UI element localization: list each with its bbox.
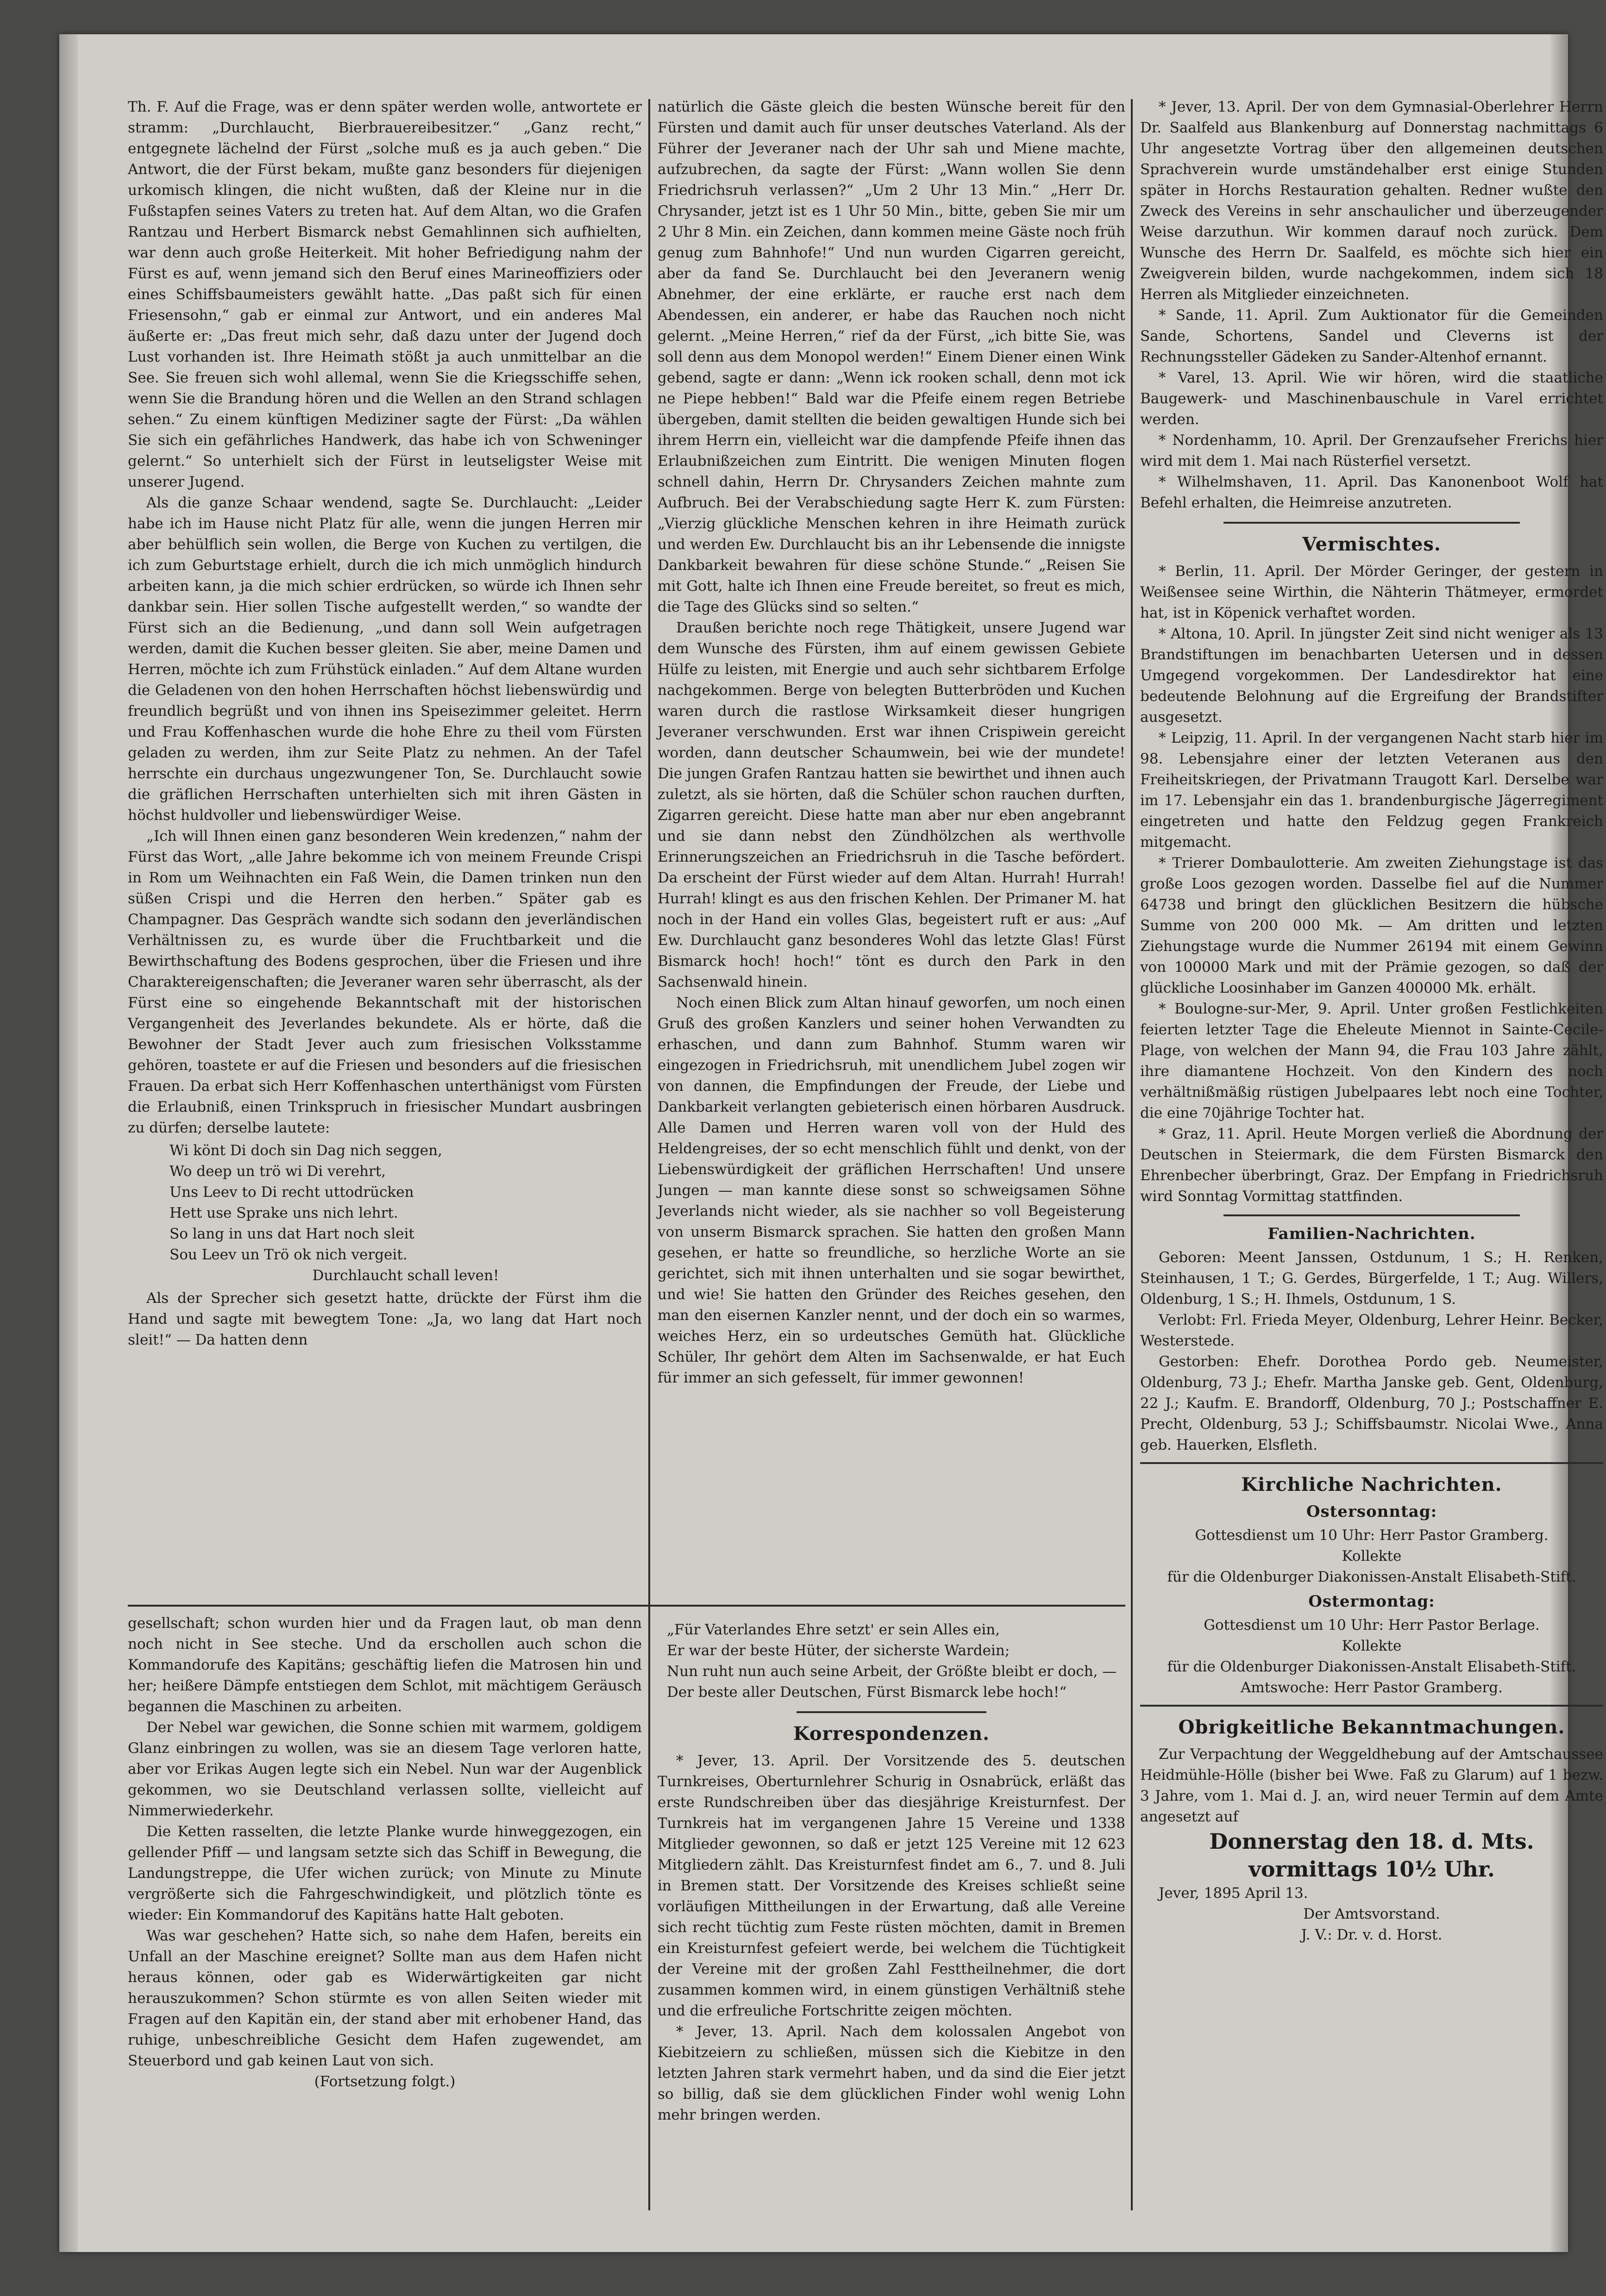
announcement-signature: J. V.: Dr. v. d. Horst. [1301,1927,1443,1943]
service-line: Amtswoche: Herr Pastor Gramberg. [1240,1679,1503,1696]
column-rule [648,99,650,2210]
column-3 [1140,97,1603,1946]
page-edge-left [59,34,78,2252]
feuilleton-paragraph: Was war geschehen? Hatte sich, so nahe dem Hafen, bereits ein Unfall an der Maschine ereignet? Sollte man aus dem Hafen nicht heraus können, oder gab es Widerwärtigkeiten gar nicht herauszukommen? Schon stürmte es von allen Seiten wieder mit Fragen auf den Kapitän ein, der stand aber mit erhobener Hand, das ruhige, unbeschreibliche Gesicht dem Hafen zugewendet, am Steuerbord und gab keinen Laut von sich. [128,1927,642,2069]
closing-poem [667,1620,1125,1703]
service-line: Gottesdienst um 10 Uhr: Herr Pastor Berlage. [1204,1617,1540,1633]
article-paragraph: Th. F. Auf die Frage, was er denn später werden wolle, antwortete er stramm: „Durchlaucht, Bierbrauereibesitzer.“ „Ganz recht,“ entgegnete lächelnd der Fürst „solche muß es ja auch geben.“ Die Antwort, die der Fürst bekam, mußte ganz besonders für diejenigen urkomisch klingen, die nicht wußten, daß der Kleine nur in die Fußstapfen seines Vaters zu treten hat. Auf dem Altan, wo die Grafen Rantzau und Herbert Bismarck nebst Gemahlinnen sich aufhielten, war denn auch große Heiterkeit. Mit hoher Befriedigung nahm der Fürst es auf, wenn jemand sich den Beruf eines Marineoffiziers oder eines Schiffsbaumeisters gewählt hatte. „Das paßt sich für einen Friesensohn,“ gab er einmal zur Antwort, und ein anderes Mal äußerte er: „Das freut mich sehr, daß dazu unter der Jugend doch Lust vorhanden ist. Ihre Heimath stößt ja auch unmittelbar an die See. Sie freuen sich wohl allemal, wenn Sie die Kriegsschiffe sehen, wenn Sie die Brandung hören und die Wellen an den Strand schlagen sehen.“ Zu einem künftigen Mediziner sagte der Fürst: „Da wählen Sie sich ein gefährliches Handwerk, das habe ich von Schweninger gelernt.“ So unterhielt sich der Fürst in leutseligster Weise mit unserer Jugend. [128,99,642,490]
continuation-note: (Fortsetzung folgt.) [314,2073,456,2090]
section-heading-kirchliche: Kirchliche Nachrichten. [1241,1474,1502,1495]
poem-line: „Für Vaterlandes Ehre setzt' er sein Alles ein, [667,1621,1000,1638]
poem-line: So lang in uns dat Hart noch sleit [169,1226,414,1242]
poem-line: Wo deep un trö wi Di verehrt, [169,1163,386,1180]
newspaper-page [59,34,1603,2252]
section-heading-obrigkeitliche: Obrigkeitliche Bekanntmachungen. [1178,1716,1565,1738]
news-item: * Berlin, 11. April. Der Mörder Geringer, der gestern in Weißensee seine Wirthin, die Nähterin Thätmeyer, ermordet hat, ist in Köpenick verhaftet worden. [1140,563,1603,621]
article-paragraph: Draußen berichte noch rege Thätigkeit, unsere Jugend war dem Wunsche des Fürsten, ihm auf einem gewissen Gebiete Hülfe zu leisten, mit Energie und auch sehr sichtbarem Erfolge nachgekommen. Berge von belegten Butterbröden und Kuchen waren durch die rastlose Wirksamkeit dieser hungrigen Jeveraner verschwunden. Erst war ihnen Crispiwein gereicht worden, dann deutscher Schaumwein, bei wie der mundete! Die jungen Grafen Rantzau hatten sie bewirthet und ihnen auch zuletzt, als sie hörten, daß die Schüler schon rauchen durften, Zigarren gereicht. Diese hatte man aber nur eben angebrannt und sie dann nebst den Zündhölzchen als werthvolle Erinnerungszeichen an Friedrichsruh in die Tasche befördert. Da erscheint der Fürst wieder auf dem Altan. Hurrah! Hurrah! Hurrah! klingt es aus den frischen Kehlen. Der Primaner M. hat noch in der Hand ein volles Glas, begeistert ruft er aus: „Auf Ew. Durchlaucht ganz besonderes Wohl das letzte Glas! Fürst Bismarck hoch! hoch!“ tönt es durch den Park in den Sachsenwald hinein. [658,619,1125,990]
kollekte-label: Kollekte [1342,1548,1402,1564]
poem-line: Durchlaucht schall leven! [312,1267,499,1284]
kollekte-label: Kollekte [1342,1638,1402,1654]
poem-line: Der beste aller Deutschen, Fürst Bismarck lebe hoch!“ [667,1684,1067,1701]
news-item: * Nordenhamm, 10. April. Der Grenzaufseher Frerichs hier wird mit dem 1. Mai nach Rüsterfiel versetzt. [1140,432,1603,469]
news-item: * Jever, 13. April. Der von dem Gymnasial-Oberlehrer Herrn Dr. Saalfeld aus Blankenburg auf Donnerstag nachmittags 6 Uhr angesetzte Vortrag über den allgemeinen deutschen Sprachverein wurde umständehalber erst einige Stunden später in Horchs Restauration gehalten. Redner wußte den Zweck des Vereins in sehr anschaulicher und überzeugender Weise darzuthun. Wir kommen darauf noch zurück. Dem Wunsche des Herrn Dr. Saalfeld, es möchte sich hier ein Zweigverein bilden, wurde nachgekommen, indem sich 18 Herren als Mitglieder einzeichneten. [1140,99,1603,303]
announcement-place-date: Jever, 1895 April 13. [1159,1885,1308,1902]
article-paragraph: natürlich die Gäste gleich die besten Wünsche bereit für den Fürsten und damit auch für unser deutsches Vaterland. Als der Führer der Jeveraner nach der Uhr sah und Miene machte, aufzubrechen, da sagte der Fürst: „Wann wollen Sie denn Friedrichsruh verlassen?“ „Um 2 Uhr 13 Min.“ „Herr Dr. Chrysander, jetzt ist es 1 Uhr 50 Min., bitte, geben Sie mir um 2 Uhr 8 Min. ein Zeichen, dann kommen meine Gäste noch früh genug zum Bahnhofe!“ Und nun wurden Cigarren gereicht, aber da fand Se. Durchlaucht bei den Jeveranern wenig Abnehmer, der eine erklärte, er rauche erst nach dem Abendessen, ein anderer, er habe das Rauchen noch nicht gelernt. „Meine Herren,“ rief da der Fürst, „ich bitte Sie, was soll denn aus dem Monopol werden!“ Einem Diener einen Wink gebend, sagte er dann: „Wenn ick rooken schall, denn mot ick ne Piepe hebben!“ Bald war die Pfeife einem regen Betriebe übergeben, damit stellten die beiden gewaltigen Hunde sich bei ihrem Herrn ein, vielleicht war die dampfende Pfeife ihnen das Erlaubnißzeichen zum Eintritt. Die wenigen Minuten flogen schnell dahin, Herrn Dr. Chrysanders Zeichen mahnte zum Aufbruch. Bei der Verabschiedung sagte Herr K. zum Fürsten: „Vierzig glückliche Menschen kehren in ihre Heimath zurück und werden Ew. Durchlaucht bis an ihr Lebensende die innigste Dankbarkeit bewahren für diese schöne Stunde.“ „Reisen Sie mit Gott, halte ich Ihnen eine Freude bereitet, so freut es mich, die Tage des Glücks sind so selten.“ [658,99,1125,615]
service-line: Gottesdienst um 10 Uhr: Herr Pastor Gramberg. [1195,1527,1549,1544]
section-divider [128,1605,1125,1607]
news-item: * Trierer Dombaulotterie. Am zweiten Ziehungstage ist das große Loos gezogen worden. Dasselbe fiel auf die Nummer 64738 und bringt den glücklichen Besitzern die hübsche Summe von 200 000 Mk. — Am dritten und letzten Ziehungstage wurde die Nummer 26194 mit einem Gewinn von 100000 Mark und mit der Prämie gezogen, so daß der glückliche Loosinhaber im Ganzen 400000 Mk. erhält. [1140,855,1603,996]
family-notice: Geboren: Meent Janssen, Ostdunum, 1 S.; H. Renken, Steinhausen, 1 T.; G. Gerdes, Bürgerfelde, 1 T.; Aug. Willers, Oldenburg, 1 S.; H. Ihmels, Ostdunum, 1 S. [1140,1249,1603,1308]
poem-line: Hett use Sprake uns nich lehrt. [169,1205,398,1221]
article-paragraph: „Ich will Ihnen einen ganz besonderen Wein kredenzen,“ nahm der Fürst das Wort, „alle Jahre bekomme ich von meinem Freunde Crispi in Rom um Weihnachten ein Faß Wein, die Damen trinken nun den süßen Crispi und die Herren den herben.“ Später gab es Champagner. Das Gespräch wandte sich sodann den jeverländischen Verhältnissen zu, es wurde über die Fruchtbarkeit und die Bewirthschaftung des Bodens gesprochen, über die Friesen und ihre Charaktereigenschaften; die Jeveraner waren sehr überrascht, als der Fürst eine so eingehende Bekanntschaft mit der historischen Vergangenheit des Jeverlandes bekundete. Als er hörte, daß die Bewohner der Stadt Jever auch zum friesischen Volksstamme gehören, toastete er auf die Friesen und besonders auf die friesischen Frauen. Da erbat sich Herr Koffenhaschen unterthänigst vom Fürsten die Erlaubniß, einen Trinkspruch in friesischer Mundart ausbringen zu dürfen; derselbe lautete: [128,828,642,1136]
article-paragraph: Als die ganze Schaar wendend, sagte Se. Durchlaucht: „Leider habe ich im Hause nicht Platz für alle, wenn die jungen Herren mir aber behülflich sein wollen, die Berge von Kuchen zu vertilgen, die ich zum Geburtstage erhielt, durch die ich mich unmöglich hindurch arbeiten kann, ja die mich schier erdrücken, so würde ich Ihnen sehr dankbar sein. Hier sollen Tische aufgestellt werden,“ so wandte der Fürst sich an die Bedienung, „und dann soll Wein aufgetragen werden, damit die Kuchen besser gleiten. Sie aber, meine Damen und Herren, möchte ich zum Frühstück einladen.“ Auf dem Altane wurden die Geladenen von den hohen Herrschaften höchst liebenswürdig und freundlich begrüßt und von ihnen ins Speisezimmer geleitet. Herrn und Frau Koffenhaschen wurde die hohe Ehre zu theil vom Fürsten geladen zu werden, ihm zur Seite Platz zu nehmen. An der Tafel herrschte ein durchaus ungezwungener Ton, Se. Durchlaucht sowie die gräflichen Herrschaften unterhielten sich mit ihren Gästen in höchst huldvoller und liebenswürdiger Weise. [128,494,642,824]
column-rule [1131,99,1133,2210]
column-1-feuilleton [128,1613,642,2092]
poem-line: Nun ruht nun auch seine Arbeit, der Größte bleibt er doch, — [667,1663,1117,1680]
news-item: * Sande, 11. April. Zum Auktionator für die Gemeinden Sande, Schortens, Sandel und Cleverns ist der Rechnungssteller Gädeken zu Sander-Altenhof ernannt. [1140,307,1603,365]
feuilleton-paragraph: Die Ketten rasselten, die letzte Planke wurde hinweggezogen, ein gellender Pfiff — und langsam setzte sich das Schiff in Bewegung, die Landungstreppe, die Ufer wichen zurück; von Minute zu Minute vergrößerte sich die Fahrgeschwindigkeit, und plötzlich tönte es wieder: Ein Kommandoruf des Kapitäns hatte Halt geboten. [128,1823,642,1923]
ostermontag-title: Ostermontag: [1308,1592,1435,1611]
short-divider [797,1711,986,1713]
feuilleton-paragraph: gesellschaft; schon wurden hier und da Fragen laut, ob man denn noch nicht in See steche. Und da erschollen auch schon die Kommandorufe des Kapitäns; geschäftig liefen die Matrosen hin und her; heißere Dämpfe entstiegen dem Schlot, mit mächtigem Geräusch begannen die Maschinen zu arbeiten. [128,1615,642,1715]
family-notice: Gestorben: Ehefr. Dorothea Pordo geb. Neumeister, Oldenburg, 73 J.; Ehefr. Martha Janske geb. Gent, Oldenburg, 22 J.; Kaufm. E. Brandorff, Oldenburg, 70 J.; Postschaffner E. Precht, Oldenburg, 53 J.; Schiffsbaumstr. Nicolai Wwe., Anna geb. Hauerken, Elsfleth. [1140,1353,1603,1453]
column-1 [128,97,642,1351]
column-2-lower [658,1618,1125,2126]
section-divider [1140,1462,1603,1464]
ostersonntag-title: Ostersonntag: [1306,1502,1437,1521]
family-notice: Verlobt: Frl. Frieda Meyer, Oldenburg, Lehrer Heinr. Becker, Westerstede. [1140,1312,1603,1349]
article-paragraph: Noch einen Blick zum Altan hinauf geworfen, um noch einen Gruß des großen Kanzlers und seiner hohen Verwandten zu erhaschen, und dann zum Bahnhof. Stumm waren wir eingezogen in Friedrichsruh, mit unendlichem Jubel zogen wir von dannen, die Empfindungen der Freude, der Liebe und Dankbarkeit verlangten gebieterisch einen hörbaren Ausdruck. Alle Damen und Herren waren voll von der Huld des Heldengreises, der so echt menschlich fühlt und denkt, von der Liebenswürdigkeit der gräflichen Herrschaften! Und unsere Jungen — man kannte diese sonst so schweigsamen Söhne Jeverlands nicht wieder, als sie nachher so voll Begeisterung von unserm Bismarck sprachen. Sie hatten den großen Mann gesehen, er hatte so freundliche, so herzliche Worte an sie gerichtet, sich mit ihnen unterhalten und sie sogar bewirthet, und wie! Sie hatten den Gründer des Reiches gesehen, den man den eisernen Kanzler nennt, und der doch ein so warmes, weiches Herz, ein so urdeutsches Gemüth hat. Glückliche Schüler, Ihr gehört dem Alten im Sachsenwalde, er hat Euch für immer an sich gefesselt, für immer gewonnen! [658,995,1125,1386]
announcement-authority: Der Amtsvorstand. [1303,1906,1440,1922]
section-heading-korrespondenzen: Korrespondenzen. [793,1723,990,1745]
news-item: * Boulogne-sur-Mer, 9. April. Unter großen Festlichkeiten feierten letzter Tage die Eheleute Miennot in Sainte-Cecile-Plage, von welchen der Mann 94, die Frau 103 Jahre zählt, ihre diamantene Hochzeit. Von den Kindern des noch verhältnißmäßig rüstigen Jubelpaares lebt noch eine Tochter, die eine 70jährige Tochter hat. [1140,1001,1603,1121]
section-heading-familien: Familien-Nachrichten. [1267,1225,1476,1243]
news-item: * Jever, 13. April. Der Vorsitzende des 5. deutschen Turnkreises, Oberturnlehrer Schurig in Osnabrück, erläßt das erste Rundschreiben über das diesjährige Kreisturnfest. Der Turnkreis hat im vergangenen Jahre 15 Vereine und 1338 Mitglieder gewonnen, so daß er jetzt 125 Vereine mit 12 623 Mitgliedern zählt. Das Kreisturnfest findet am 6., 7. und 8. Juli in Bremen statt. Der Vorsitzende des Kreises schließt seine vorläufigen Mittheilungen in der Erwartung, daß alle Vereine sich recht tüchtig zum Feste rüsten möchten, damit in Bremen ein Kreisturnfest gefeiert werde, bei welchem die Tüchtigkeit der Vereine mit der großen Zahl Festtheilnehmer, die dort zusammen kommen wird, in einem günstigen Verhältniß stehe und die erfreuliche Fortschritte zeigen möchten. [658,1752,1125,2019]
news-item: * Leipzig, 11. April. In der vergangenen Nacht starb hier im 98. Lebensjahre einer der letzten Veteranen aus den Freiheitskriegen, der Privatmann Traugott Karl. Derselbe war im 17. Lebensjahr ein das 1. brandenburgische Jägerregiment eingetreten und hatte den Feldzug gegen Frankreich mitgemacht. [1140,730,1603,851]
section-divider [1140,1705,1603,1707]
service-line: für die Oldenburger Diakonissen-Anstalt Elisabeth-Stift. [1167,1569,1576,1585]
service-line: für die Oldenburger Diakonissen-Anstalt Elisabeth-Stift. [1167,1658,1576,1675]
column-2 [658,97,1125,1389]
short-divider [1223,522,1520,524]
poem-line: Uns Leev to Di recht uttodrücken [169,1184,414,1201]
short-divider [1223,1214,1520,1216]
news-item: * Varel, 13. April. Wie wir hören, wird die staatliche Baugewerk- und Maschinenbauschule in Varel errichtet werden. [1140,369,1603,428]
feuilleton-paragraph: Der Nebel war gewichen, die Sonne schien mit warmem, goldigem Glanz einbringen zu wollen, was sie an diesem Tage verloren hatte, aber vor Erikas Augen legte sich ein Nebel. Nun war der Augenblick gekommen, wo sie Deutschland verlassen sollte, vielleicht auf Nimmerwiederkehr. [128,1719,642,1819]
section-heading-vermischtes: Vermischtes. [1302,533,1441,555]
poem-line: Sou Leev un Trö ok nich vergeit. [169,1246,408,1263]
announcement-time: vormittags 10½ Uhr. [1248,1857,1495,1882]
article-paragraph: Als der Sprecher sich gesetzt hatte, drückte der Fürst ihm die Hand und sagte mit bewegtem Tone: „Ja, wo lang dat Hart noch sleit!“ — Da hatten denn [128,1290,642,1348]
poem [169,1140,642,1286]
announcement-text: Zur Verpachtung der Weggeldhebung auf der Amtschaussee Heidmühle-Hölle (bisher bei Wwe. Faß zu Glarum) auf 1 bezw. 3 Jahre, vom 1. Mai d. J. an, wird neuer Termin auf dem Amte angesetzt auf [1140,1746,1603,1825]
announcement-date: Donnerstag den 18. d. Mts. [1209,1829,1534,1854]
news-item: * Graz, 11. April. Heute Morgen verließ die Abordnung der Deutschen in Steiermark, die dem Fürsten Bismarck den Ehrenbecher überbringt, Graz. Der Empfang in Friedrichsruh wird Sonntag Vormittag stattfinden. [1140,1126,1603,1205]
poem-line: Er war der beste Hüter, der sicherste Wardein; [667,1642,1010,1659]
poem-line: Wi könt Di doch sin Dag nich seggen, [169,1142,442,1159]
news-item: * Altona, 10. April. In jüngster Zeit sind nicht weniger als 13 Brandstiftungen im benachbarten Uetersen und in dessen Umgegend vorgekommen. Der Landesdirektor hat eine bedeutende Belohnung auf die Ergreifung der Brandstifter ausgesetzt. [1140,626,1603,726]
news-item: * Wilhelmshaven, 11. April. Das Kanonenboot Wolf hat Befehl erhalten, die Heimreise anzutreten. [1140,474,1603,511]
news-item: * Jever, 13. April. Nach dem kolossalen Angebot von Kiebitzeiern zu schließen, müssen sich die Kiebitze in den letzten Jahren stark vermehrt haben, und da sind die Eier jetzt so billig, daß sie dem glücklichen Finder wohl wenig Lohn mehr bringen werden. [658,2023,1125,2123]
